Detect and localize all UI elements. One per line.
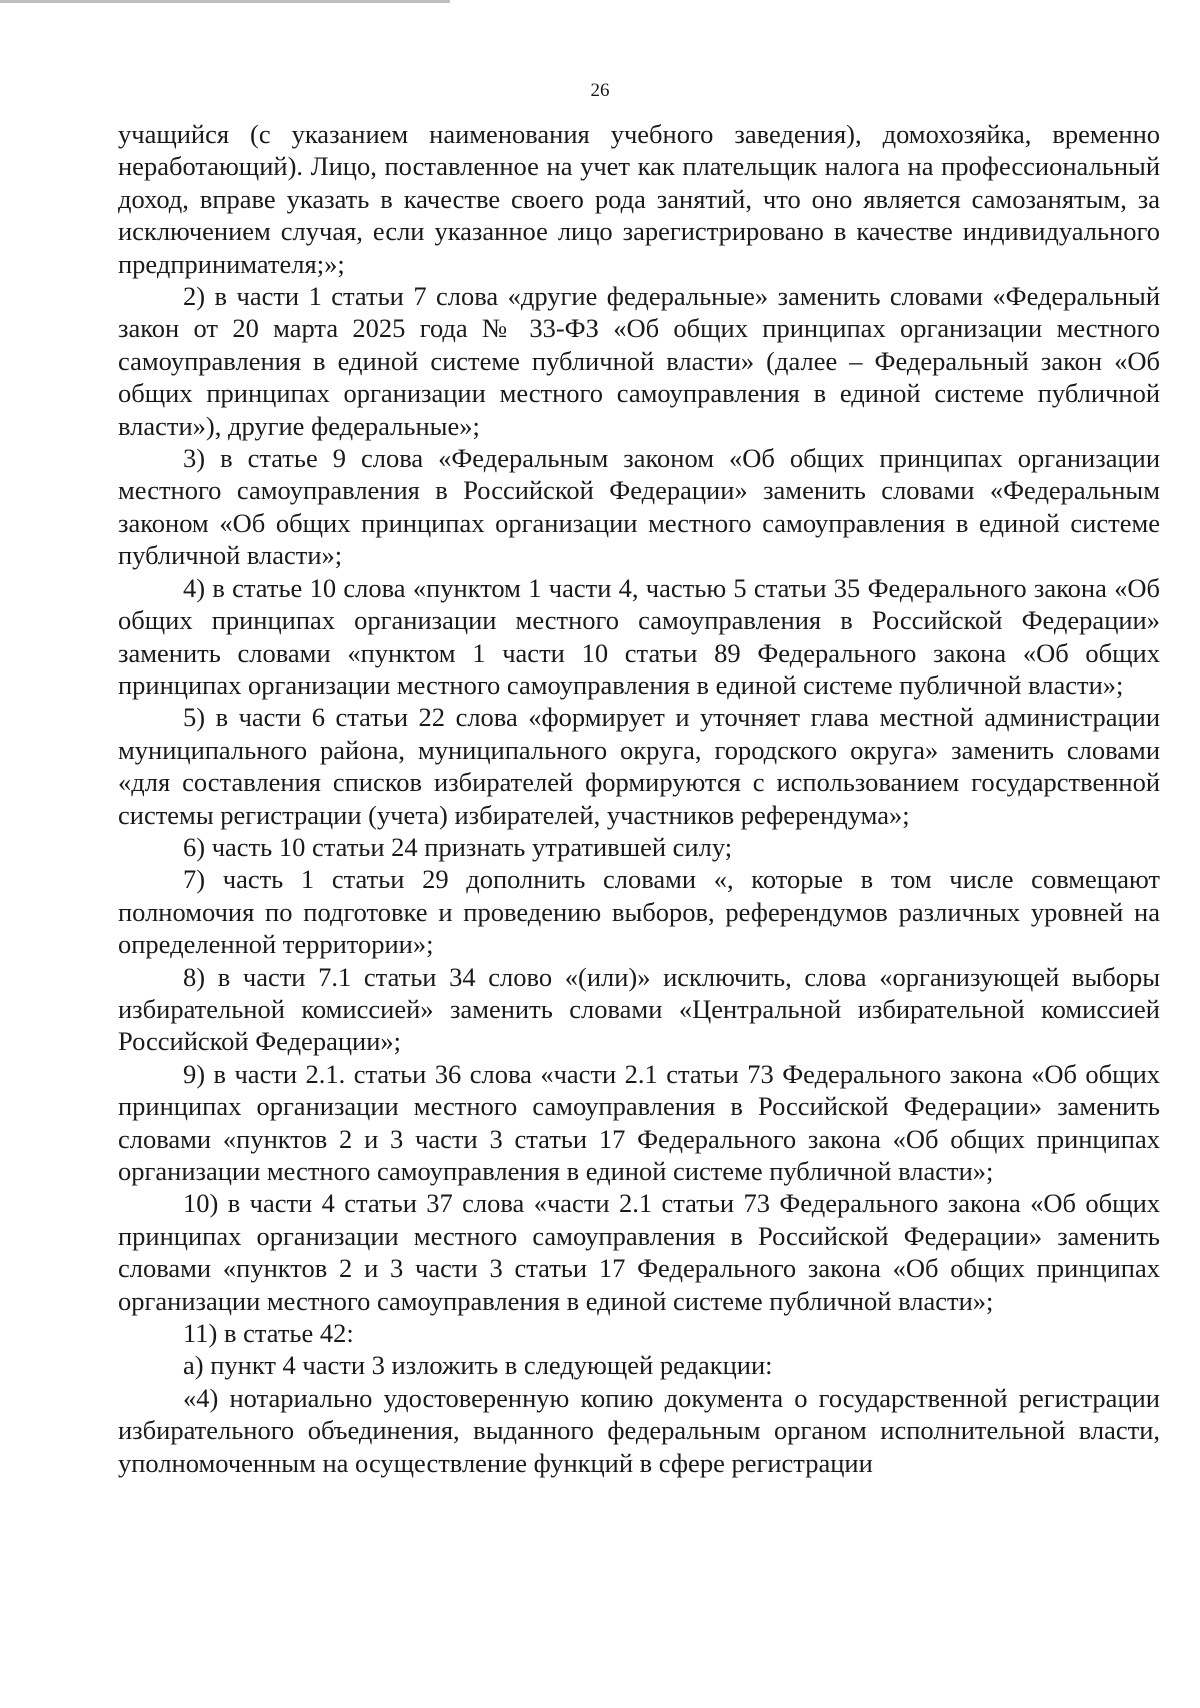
paragraph-continuation: учащийся (с указанием наименования учебного заведения), домохозяйка, временно неработающий). Лицо, поставленное на учет как плательщик налога на профессиональный доход, вправе указать в качестве своего рода занятий, что оно является самозанятым, за исключением случая, если указанное лицо зарегистрировано в качестве индивидуального предпринимателя;»; xyxy=(118,119,1160,279)
paragraph-item-10: 10) в части 4 статьи 37 слова «части 2.1 статьи 73 Федерального закона «Об общих принципах организации местного самоуправления в Российской Федерации» заменить словами «пунктов 2 и 3 части 3 статьи 17 Федерального закона «Об общих принципах организации местного самоуправления в единой системе публичной власти»; xyxy=(118,1188,1160,1316)
scan-edge-line xyxy=(0,0,450,3)
paragraph-item-9: 9) в части 2.1. статьи 36 слова «части 2.1 статьи 73 Федерального закона «Об общих принципах организации местного самоуправления в Российской Федерации» заменить словами «пунктов 2 и 3 части 3 статьи 17 Федерального закона «Об общих принципах организации местного самоуправления в единой системе публичной власти»; xyxy=(118,1058,1160,1186)
paragraph-item-3: 3) в статье 9 слова «Федеральным законом «Об общих принципах организации местного самоуправления в Российской Федерации» заменить словами «Федеральным законом «Об общих принципах организации местного самоуправления в единой системе публичной власти»; xyxy=(118,443,1160,571)
paragraph-item-8: 8) в части 7.1 статьи 34 слово «(или)» исключить, слова «организующей выборы избирательной комиссией» заменить словами «Центральной избирательной комиссией Российской Федерации»; xyxy=(118,961,1160,1057)
paragraph-item-7: 7) часть 1 статьи 29 дополнить словами «, которые в том числе совмещают полномочия по подготовке и проведению выборов, референдумов различных уровней на определенной территории»; xyxy=(118,864,1160,960)
paragraph-item-6: 6) часть 10 статьи 24 признать утратившей силу; xyxy=(183,831,733,862)
paragraph-item-4: 4) в статье 10 слова «пунктом 1 части 4, частью 5 статьи 35 Федерального закона «Об общих принципах организации местного самоуправления в Российской Федерации» заменить словами «пунктом 1 части 10 статьи 89 Федерального закона «Об общих принципах организации местного самоуправления в единой системе публичной власти»; xyxy=(118,572,1160,700)
document-body xyxy=(118,118,1160,1479)
paragraph-subitem-a: а) пункт 4 части 3 изложить в следующей редакции: xyxy=(183,1350,773,1381)
paragraph-item-2: 2) в части 1 статьи 7 слова «другие федеральные» заменить словами «Федеральный закон от 20 марта 2025 года № 33-ФЗ «Об общих принципах организации местного самоуправления в единой системе публичной власти» (далее – Федеральный закон «Об общих принципах организации местного самоуправления в единой системе публичной власти»), другие федеральные»; xyxy=(118,281,1160,441)
page-number: 26 xyxy=(590,80,610,101)
paragraph-quoted-item-4: «4) нотариально удостоверенную копию документа о государственной регистрации избирательного объединения, выданного федеральным органом исполнительной власти, уполномоченным на осуществление функций в сфере регистрации xyxy=(118,1382,1160,1478)
paragraph-item-5: 5) в части 6 статьи 22 слова «формирует и уточняет глава местной администрации муниципального района, муниципального округа, городского округа» заменить словами «для составления списков избирателей формируются с использованием государственной системы регистрации (учета) избирателей, участников референдума»; xyxy=(118,702,1160,830)
paragraph-item-11: 11) в статье 42: xyxy=(183,1318,354,1349)
